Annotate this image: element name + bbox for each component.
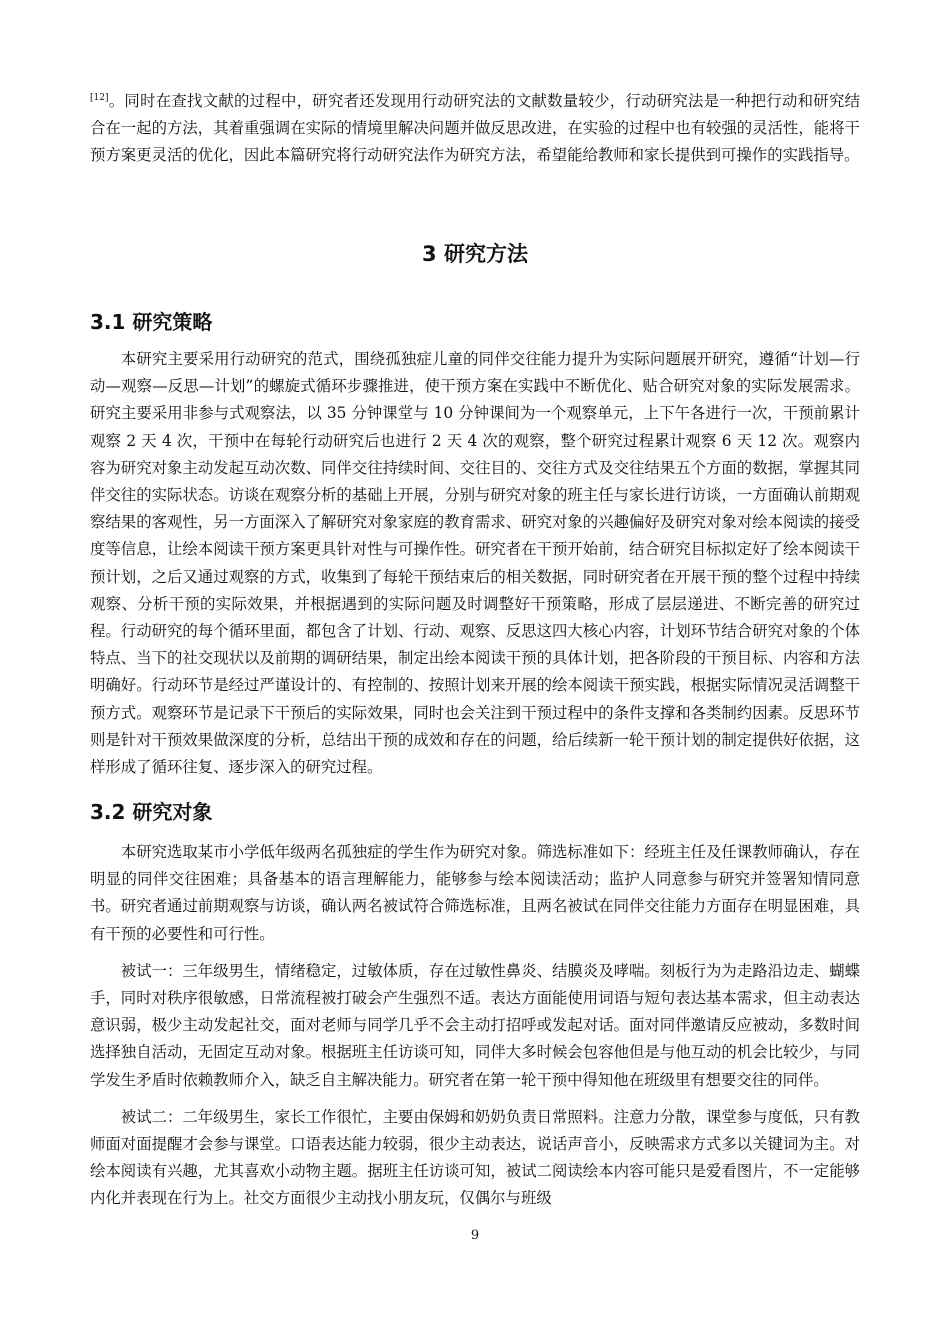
section-3-2-title: 3.2 研究对象 (90, 800, 213, 824)
subject-two-paragraph: 被试二：二年级男生，家长工作很忙，主要由保姆和奶奶负责日常照料。注意力分散，课堂参与度低，只有教师面对面提醒才会参与课堂。口语表达能力较弱，很少主动表达，说话声音小，反映需求方式多以关键词为主。对绘本阅读有兴趣，尤其喜欢小动物主题。据班主任访谈可知，被试二阅读绘本内容可能只是爱看图片，不一定能够内化并表现在行为上。社交方面很少主动找小朋友玩，仅偶尔与班级 (90, 1107, 860, 1208)
intro-paragraph (90, 88, 860, 170)
intro-block (90, 88, 860, 170)
intro-text: 。同时在查找文献的过程中，研究者还发现用行动研究法的文献数量较少，行动研究法是一种把行动和研究结合在一起的方法，其着重强调在实际的情境里解决问题并做反思改进，在实验的过程中也有较强的灵活性，能将干预方案更灵活的优化，因此本篇研究将行动研究法作为研究方法，希望能给教师和家长提供到可操作的实践指导。 (90, 92, 860, 165)
section-3-1-block (90, 346, 860, 781)
citation-marker: [12] (90, 93, 109, 103)
page-number: 9 (470, 1228, 480, 1243)
subject-one-paragraph: 被试一：三年级男生，情绪稳定，过敏体质，存在过敏性鼻炎、结膜炎及哮喘。刻板行为为走路沿边走、蝴蝶手，同时对秩序很敏感，日常流程被打破会产生强烈不适。表达方面能使用词语与短句表达基本需求，但主动表达意识弱，极少主动发起社交，面对老师与同学几乎不会主动打招呼或发起对话。面对同伴邀请反应被动，多数时间选择独自活动，无固定互动对象。根据班主任访谈可知，同伴大多时候会包容他但是与他互动的机会比较少，与同学发生矛盾时依赖教师介入，缺乏自主解决能力。研究者在第一轮干预中得知他在班级里有想要交往的同伴。 (90, 961, 860, 1089)
section-3-2-block (90, 839, 860, 1213)
section-3-2-paragraph: 本研究选取某市小学低年级两名孤独症的学生作为研究对象。筛选标准如下：经班主任及任课教师确认，存在明显的同伴交往困难；具备基本的语言理解能力，能够参与绘本阅读活动；监护人同意参与研究并签署知情同意书。研究者通过前期观察与访谈，确认两名被试符合筛选标准，且两名被试在同伴交往能力方面存在明显困难，具有干预的必要性和可行性。 (90, 843, 860, 943)
chapter-title: 3 研究方法 (422, 242, 528, 266)
section-3-1-paragraph: 本研究主要采用行动研究的范式，围绕孤独症儿童的同伴交往能力提升为实际问题展开研究，遵循“计划—行动—观察—反思—计划”的螺旋式循环步骤推进，使干预方案在实践中不断优化、贴合研究对象的实际发展需求。研究主要采用非参与式观察法，以 35 分钟课堂与 10 分钟课间为一个观察单元，上下午各进行一次，干预前累计观察 2 天 4 次，干预中在每轮行动研究后也进行 2 天 4 次的观察，整个研究过程累计观察 6 天 12 次。观察内容为研究对象主动发起互动次数、同伴交往持续时间、交往目的、交往方式及交往结果五个方面的数据，掌握其同伴交往的实际状态。访谈在观察分析的基础上开展，分别与研究对象的班主任与家长进行访谈，一方面确认前期观察结果的客观性，另一方面深入了解研究对象家庭的教育需求、研究对象的兴趣偏好及研究对象对绘本阅读的接受度等信息，让绘本阅读干预方案更具针对性与可操作性。研究者在干预开始前，结合研究目标拟定好了绘本阅读干预计划，之后又通过观察的方式，收集到了每轮干预结束后的相关数据，同时研究者在开展干预的整个过程中持续观察、分析干预的实际效果，并根据遇到的实际问题及时调整好干预策略，形成了层层递进、不断完善的研究过程。行动研究的每个循环里面，都包含了计划、行动、观察、反思这四大核心内容，计划环节结合研究对象的个体特点、当下的社交现状以及前期的调研结果，制定出绘本阅读干预的具体计划，把各阶段的干预目标、内容和方法明确好。行动环节是经过严谨设计的、有控制的、按照计划来开展的绘本阅读干预实践，根据实际情况灵活调整干预方式。观察环节是记录下干预后的实际效果，同时也会关注到干预过程中的条件支撑和各类制约因素。反思环节则是针对干预效果做深度的分析，总结出干预的成效和存在的问题，给后续新一轮干预计划的制定提供好依据，这样形成了循环往复、逐步深入的研究过程。 (90, 350, 860, 777)
section-3-1-title: 3.1 研究策略 (90, 310, 213, 334)
